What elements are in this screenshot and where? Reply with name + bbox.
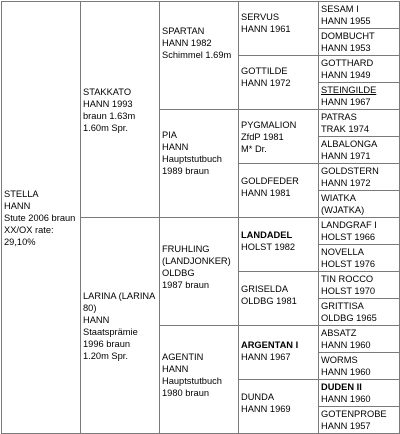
dam-name: LARINA (LARINA — [83, 290, 156, 301]
ds-dam-sire-cell — [319, 272, 400, 299]
dd-dam-dam-name: GOTENPROBE — [321, 409, 387, 419]
dam-sire-name-cont: (LANDJONKER) — [162, 256, 231, 266]
dam-performance: 1.20m Spr. — [83, 350, 128, 361]
ss-sire-dam-breed: HANN 1953 — [321, 43, 371, 53]
dam-dam-cell — [160, 326, 239, 434]
ds-sire-sire-breed: HOLST 1966 — [321, 232, 376, 242]
sire-dam-studbook: Hauptstutbuch — [162, 154, 222, 164]
sd-sire-sire-cell — [319, 110, 400, 137]
dam-sire-breed: OLDBG — [162, 268, 195, 278]
ss-sire-dam-name: DOMBUCHT — [321, 31, 375, 41]
dam-detail: 1996 braun — [83, 338, 131, 349]
ss-dam-dam-breed: HANN 1967 — [321, 97, 371, 107]
dd-sire-dam-cell — [319, 353, 400, 380]
dd-dam-dam-breed: HANN 1957 — [321, 421, 371, 431]
dam-sire-name: FRUHLING — [162, 244, 210, 254]
dam-dam-breed: HANN — [162, 364, 189, 374]
sd-sire-sire-name: PATRAS — [321, 112, 357, 122]
ds-dam-name: GRISELDA — [241, 284, 289, 294]
ss-sire-breed: HANN 1961 — [241, 24, 291, 34]
sd-dam-sire-cell — [319, 164, 400, 191]
sire-sire-name: SPARTAN — [162, 26, 205, 36]
ds-dam-cell — [239, 272, 319, 326]
sire-breed: HANN 1993 — [83, 98, 133, 109]
sd-sire-name: PYGMALION — [241, 120, 297, 130]
dd-sire-dam-breed: HANN 1960 — [321, 367, 371, 377]
ds-sire-breed: HOLST 1982 — [241, 242, 296, 252]
dd-sire-cell — [239, 326, 319, 380]
dd-sire-breed: HANN 1967 — [241, 352, 291, 362]
sd-dam-sire-name: GOLDSTERN — [321, 166, 379, 176]
dd-sire-dam-name: WORMS — [321, 355, 358, 365]
sire-dam-name: PIA — [162, 130, 177, 140]
sd-dam-dam-breed: (WJATKA) — [321, 205, 365, 215]
dam-dam-studbook: Hauptstutbuch — [162, 376, 222, 386]
subject-rate-label: XX/OX rate: — [4, 224, 54, 235]
dam-sire-cell — [160, 218, 239, 326]
dd-sire-name: ARGENTAN I — [241, 340, 299, 350]
sire-dam-detail: 1989 braun — [162, 166, 210, 176]
ds-dam-sire-breed: HOLST 1970 — [321, 286, 376, 296]
ds-sire-dam-name: NOVELLA — [321, 247, 364, 257]
ss-sire-sire-name: SESAM I — [321, 4, 359, 14]
sd-dam-cell — [239, 164, 319, 218]
dam-sire-detail: 1987 braun — [162, 280, 210, 290]
subject-rate-value: 29,10% — [4, 236, 36, 247]
ds-sire-dam-cell — [319, 245, 400, 272]
ds-sire-cell — [239, 218, 319, 272]
subject-breed: HANN — [4, 200, 31, 211]
sd-sire-dam-breed: HANN 1971 — [321, 151, 371, 161]
ss-dam-name: GOTTILDE — [241, 66, 288, 76]
ds-dam-breed: OLDBG 1981 — [241, 296, 297, 306]
dd-dam-cell — [239, 380, 319, 434]
sire-dam-cell — [160, 110, 239, 218]
pedigree-table — [1, 1, 400, 434]
ss-sire-dam-cell — [319, 29, 400, 56]
sd-sire-dam-name: ALBALONGA — [321, 139, 378, 149]
sd-dam-breed: HANN 1981 — [241, 188, 291, 198]
ds-dam-dam-breed: OLDBG 1965 — [321, 313, 377, 323]
ss-dam-sire-name: GOTTHARD — [321, 58, 374, 68]
dd-sire-sire-cell — [319, 326, 400, 353]
ss-sire-cell — [239, 2, 319, 56]
sd-sire-breed: ZfdP 1981 — [241, 132, 284, 142]
subject-horse-text — [4, 188, 78, 248]
ss-dam-breed: HANN 1972 — [241, 78, 291, 88]
sd-dam-dam-cell — [319, 191, 400, 218]
dam-cell — [81, 218, 160, 434]
sire-dam-breed: HANN — [162, 142, 189, 152]
ss-sire-sire-cell — [319, 2, 400, 29]
ss-dam-cell — [239, 56, 319, 110]
dam-breed: HANN — [83, 314, 110, 325]
sd-dam-name: GOLDFEDER — [241, 176, 299, 186]
ds-dam-dam-name: GRITTISA — [321, 301, 364, 311]
ss-dam-sire-cell — [319, 56, 400, 83]
ds-sire-sire-name: LANDGRAF I — [321, 220, 377, 230]
dam-name-cont: 80) — [83, 302, 97, 313]
dam-dam-name: AGENTIN — [162, 352, 204, 362]
sd-dam-dam-name: WIATKA — [321, 193, 356, 203]
dd-dam-breed: HANN 1969 — [241, 404, 291, 414]
ss-dam-sire-breed: HANN 1949 — [321, 70, 371, 80]
sire-sire-detail: Schimmel 1.69m — [162, 50, 232, 60]
sire-performance: 1.60m Spr. — [83, 122, 128, 133]
dd-dam-sire-cell — [319, 380, 400, 407]
ds-sire-sire-cell — [319, 218, 400, 245]
sire-name: STAKKATO — [83, 86, 132, 97]
sire-sire-breed: HANN 1982 — [162, 38, 212, 48]
sd-sire-cell — [239, 110, 319, 164]
sd-sire-dam-cell — [319, 137, 400, 164]
ss-sire-sire-breed: HANN 1955 — [321, 16, 371, 26]
ds-dam-sire-name: TIN ROCCO — [321, 274, 374, 284]
dd-sire-sire-breed: HANN 1960 — [321, 340, 371, 350]
dd-dam-name: DUNDA — [241, 392, 275, 402]
subject-detail: Stute 2006 braun — [4, 212, 76, 223]
ss-sire-name: SERVUS — [241, 12, 280, 22]
sd-dam-sire-breed: HANN 1972 — [321, 178, 371, 188]
dd-dam-sire-name: DUDEN II — [321, 382, 362, 392]
sire-sire-cell — [160, 2, 239, 110]
ss-dam-dam-name: STEINGILDE — [321, 85, 377, 95]
sire-detail: braun 1.63m — [83, 110, 136, 121]
sd-sire-sire-breed: TRAK 1974 — [321, 124, 370, 134]
dam-dam-detail: 1980 braun — [162, 388, 210, 398]
subject-name: STELLA — [4, 188, 39, 199]
sd-sire-detail: M* Dr. — [241, 144, 267, 154]
dam-award: Staatsprämie — [83, 326, 138, 337]
ds-sire-name: LANDADEL — [241, 230, 293, 240]
ss-dam-dam-cell — [319, 83, 400, 110]
dd-dam-sire-breed: HANN 1960 — [321, 394, 371, 404]
sire-cell — [81, 2, 160, 218]
subject-horse-cell — [2, 2, 81, 434]
ds-dam-dam-cell — [319, 299, 400, 326]
ds-sire-dam-breed: HOLST 1976 — [321, 259, 376, 269]
dd-sire-sire-name: ABSATZ — [321, 328, 357, 338]
